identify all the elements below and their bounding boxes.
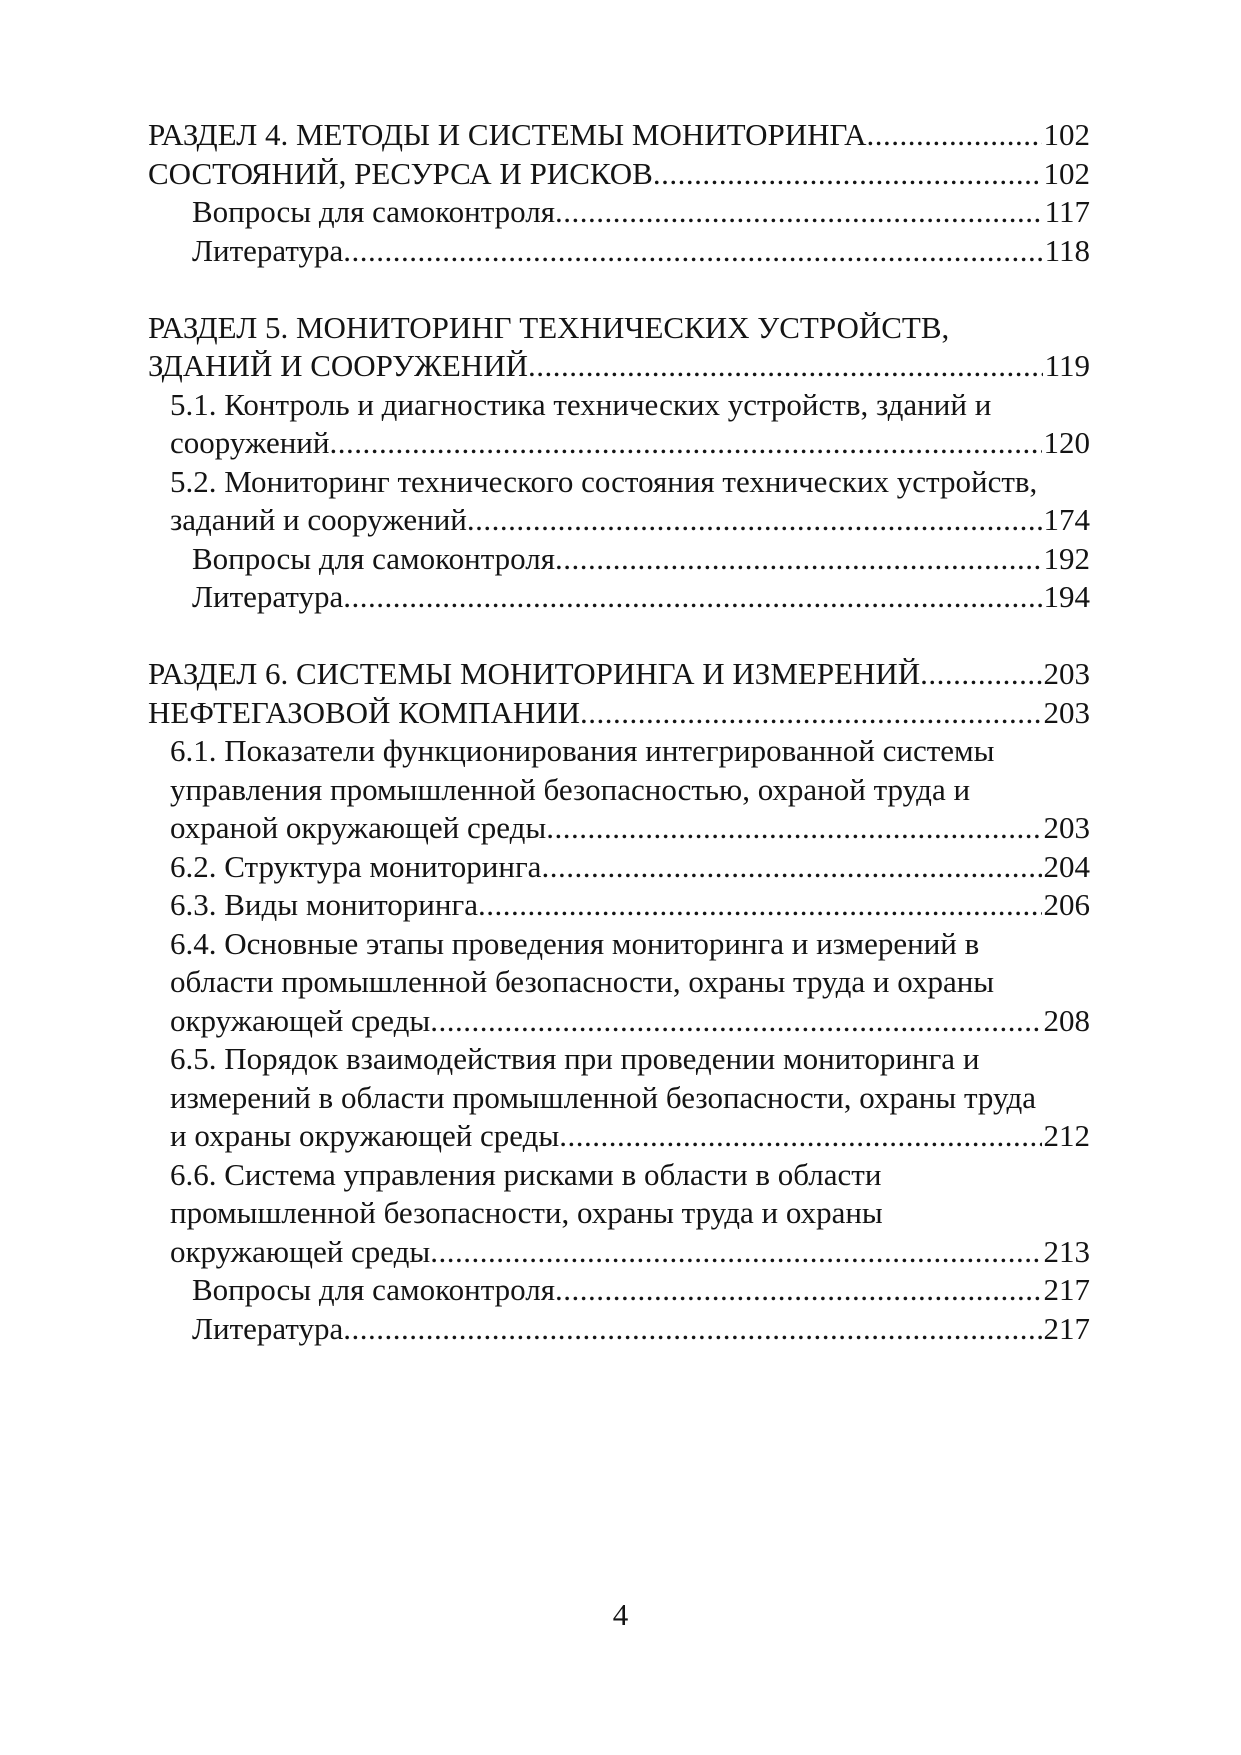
toc-entry-title: области промышленной безопасности, охраны труда и охраны [170,964,995,999]
toc-entry-title: Литература [192,232,344,268]
toc-entry[interactable] [148,1271,1090,1310]
toc-section [148,116,1090,270]
toc-entry-title: управления промышленной безопасностью, охраной труда и [170,771,971,807]
toc-entry[interactable] [148,232,1090,271]
toc-entry[interactable] [148,347,1090,386]
toc-entry[interactable] [148,848,1090,887]
toc-entry-title: 6.5. Порядок взаимодействия при проведении мониторинга и [170,1041,980,1076]
toc-entry-title: 6.6. Система управления рисками в области в области [170,1156,882,1192]
toc-entry[interactable] [148,1117,1090,1156]
toc-entry-continued [148,386,1090,425]
toc-entry-continued [148,963,1090,1002]
toc-page-number: 192 [1043,540,1090,576]
toc-entry[interactable] [148,155,1090,194]
toc-entry[interactable] [148,1002,1090,1041]
dot-leader [555,1271,1042,1310]
dot-leader [343,578,1041,617]
toc-section [148,655,1090,1348]
dot-leader [329,424,1041,463]
toc-entry[interactable] [148,809,1090,848]
toc-entry-title: Литература [192,579,344,614]
dot-leader [653,155,1042,194]
dot-leader [528,347,1043,386]
toc-entry-continued [148,1194,1090,1233]
toc-page-number: 208 [1043,1002,1090,1038]
toc-entry[interactable] [148,1310,1090,1349]
toc-entry[interactable] [148,193,1090,232]
toc-entry-title: РАЗДЕЛ 6. СИСТЕМЫ МОНИТОРИНГА И ИЗМЕРЕНИЙ [148,656,921,691]
toc-page-number: 119 [1044,348,1090,383]
toc-page-number: 204 [1043,848,1090,884]
toc-entry-title: и охраны окружающей среды [170,1118,560,1153]
toc-entry-continued [148,463,1090,502]
dot-leader [580,694,1042,733]
toc-entry[interactable] [148,116,1090,155]
toc-entry-title: 5.1. Контроль и диагностика технических устройств, зданий и [170,386,992,422]
toc-entry-title: 6.2. Структура мониторинга [170,848,542,884]
toc-entry-title: 6.1. Показатели функционирования интегрированной системы [170,733,995,768]
toc-section [148,309,1090,617]
dot-leader [920,655,1041,694]
dot-leader [541,848,1041,887]
toc-entry-title: промышленной безопасности, охраны труда и охраны [170,1195,883,1230]
toc-entry-continued [148,309,1090,348]
dot-leader [555,540,1042,579]
toc-page-number: 118 [1044,232,1090,268]
toc-entry-continued [148,1079,1090,1118]
toc-entry-title: 5.2. Мониторинг технического состояния технических устройств, [170,463,1038,499]
dot-leader [343,232,1042,271]
toc-entry-title: окружающей среды [170,1233,431,1269]
toc-entry-title: 6.4. Основные этапы проведения мониторинга и измерений в [170,925,980,961]
toc-entry-title: Вопросы для самоконтроля [192,540,555,576]
toc-entry-title: РАЗДЕЛ 4. МЕТОДЫ И СИСТЕМЫ МОНИТОРИНГА [148,117,867,152]
toc-entry[interactable] [148,655,1090,694]
toc-entry-title: заданий и сооружений [170,502,467,537]
toc-entry-title: охраной окружающей среды [170,810,547,845]
toc-page-number: 203 [1043,810,1090,845]
toc-entry-title: СОСТОЯНИЙ, РЕСУРСА И РИСКОВ [148,155,653,191]
toc-entry-title: Литература [192,1310,344,1346]
toc-entry[interactable] [148,578,1090,617]
toc-entry-title: 6.3. Виды мониторинга [170,887,478,922]
toc-entry-title: сооружений [170,425,330,460]
toc-page-number: 213 [1043,1233,1090,1269]
toc-page-number: 117 [1044,194,1090,229]
dot-leader [467,501,1042,540]
dot-leader [430,1002,1041,1041]
dot-leader [343,1310,1041,1349]
toc-entry-title: ЗДАНИЙ И СООРУЖЕНИЙ [148,348,528,383]
toc-entry-continued [148,732,1090,771]
toc-page-number: 102 [1043,155,1090,191]
toc-entry[interactable] [148,424,1090,463]
toc-page-number: 174 [1043,502,1090,537]
toc-entry[interactable] [148,501,1090,540]
toc-entry-title: измерений в области промышленной безопасности, охраны труда [170,1079,1037,1115]
toc-entry-title: НЕФТЕГАЗОВОЙ КОМПАНИИ [148,694,580,730]
toc-page-number: 217 [1043,1310,1090,1346]
toc-page-number: 212 [1043,1118,1090,1153]
toc-entry[interactable] [148,540,1090,579]
page-number: 4 [612,1597,629,1632]
toc-entry-continued [148,1040,1090,1079]
toc-entry-title: Вопросы для самоконтроля [192,194,555,229]
toc-page-number: 217 [1043,1272,1090,1307]
toc-entry[interactable] [148,1233,1090,1272]
toc-page-number: 194 [1043,579,1090,614]
dot-leader [555,193,1043,232]
toc-entry-continued [148,925,1090,964]
toc-entry-title: окружающей среды [170,1002,431,1038]
toc-page-number: 203 [1043,656,1090,691]
dot-leader [546,809,1041,848]
toc-entry[interactable] [148,886,1090,925]
dot-leader [430,1233,1041,1272]
toc-entry-title: РАЗДЕЛ 5. МОНИТОРИНГ ТЕХНИЧЕСКИХ УСТРОЙСТВ, [148,309,950,345]
toc-entry[interactable] [148,694,1090,733]
toc-entry-title: Вопросы для самоконтроля [192,1272,555,1307]
toc-entry-continued [148,771,1090,810]
toc-page-number: 203 [1043,694,1090,730]
table-of-contents [148,116,1090,1387]
dot-leader [478,886,1042,925]
toc-page-number: 206 [1043,887,1090,922]
dot-leader [559,1117,1041,1156]
toc-page-number: 120 [1043,425,1090,460]
dot-leader [866,116,1041,155]
toc-page-number: 102 [1043,117,1090,152]
toc-entry-continued [148,1156,1090,1195]
